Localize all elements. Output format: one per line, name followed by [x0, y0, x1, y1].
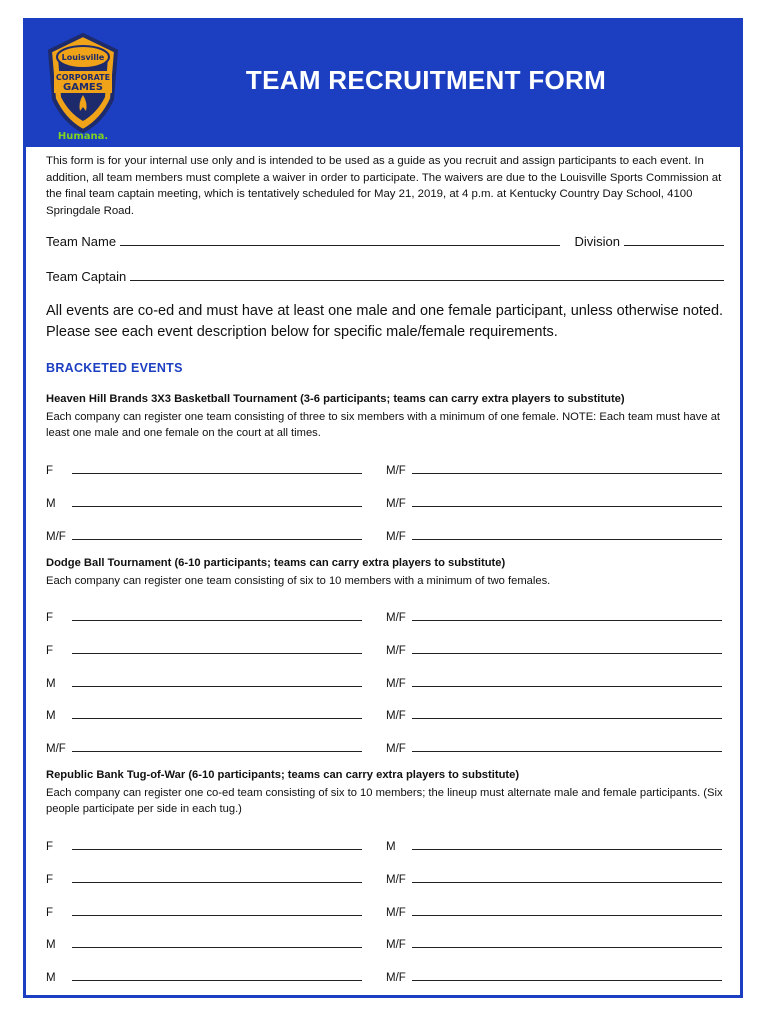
participant-name-field[interactable] [412, 652, 722, 654]
participant-name-field[interactable] [72, 848, 362, 850]
participant-slot [386, 901, 722, 919]
participant-slot [46, 492, 362, 510]
participant-name-field[interactable] [412, 717, 722, 719]
event-description: Each company can register one team consisting of three to six members with a minimum of one female. NOTE: Each team must have at least one male and one female on the court at all times. [46, 411, 721, 439]
gender-label: M [46, 497, 56, 510]
participant-slot [46, 672, 362, 690]
section-heading: BRACKETED EVENTS [46, 361, 183, 375]
participant-name-field[interactable] [72, 914, 362, 916]
gender-label: F [46, 644, 54, 657]
gender-label: M/F [386, 906, 406, 919]
gender-label: M/F [386, 743, 406, 756]
event-title: Republic Bank Tug-of-War (6-10 participants; teams can carry extra players to substitute) [46, 769, 520, 781]
division-label: Division [574, 234, 620, 249]
participant-slot [46, 704, 362, 722]
participant-name-field[interactable] [72, 472, 362, 474]
svg-text:Louisville: Louisville [61, 53, 105, 62]
intro-paragraph: This form is for your internal use only and is intended to be used as a guide as you recruit and assign participants to each event. In addition, all team members must complete a waiver in order to participate. The waivers are due to the Louisville Sports Commission at the final team captain meeting, which is tentatively scheduled for May 21, 2019, at 4 p.m. at Kentucky Country Day School, 4100 Springdale Road. [46, 155, 722, 217]
form-header [26, 21, 740, 147]
participant-slot [46, 868, 362, 886]
participant-name-field[interactable] [72, 538, 362, 540]
gender-label: F [46, 612, 54, 624]
participant-name-field[interactable] [412, 619, 722, 621]
participant-slot [46, 737, 362, 755]
gender-label: M/F [386, 677, 406, 690]
participant-name-field[interactable] [412, 881, 722, 883]
gender-label: M/F [46, 530, 66, 543]
participant-name-field[interactable] [412, 472, 722, 474]
participant-slot [386, 835, 722, 853]
gender-label: M/F [386, 612, 406, 624]
team-captain-field[interactable] [130, 279, 724, 281]
corporate-games-logo [42, 29, 124, 141]
participant-name-field[interactable] [412, 914, 722, 916]
participant-name-field[interactable] [412, 979, 722, 981]
gender-label: F [46, 465, 54, 477]
participant-slot [386, 525, 722, 543]
gender-label: F [46, 873, 54, 886]
division-field[interactable] [624, 244, 724, 246]
participant-slot [386, 639, 722, 657]
participant-slot [386, 459, 722, 477]
participant-name-field[interactable] [72, 652, 362, 654]
gender-label: M/F [386, 465, 406, 477]
svg-text:GAMES: GAMES [63, 82, 103, 93]
gender-label: M/F [386, 939, 406, 952]
participant-name-field[interactable] [72, 717, 362, 719]
coed-notice: All events are co-ed and must have at least one male and one female participant, unless otherwise noted. Please see each event description below for specific male/female requirements. [46, 303, 724, 340]
gender-label: M [46, 677, 56, 690]
gender-label: M/F [386, 972, 406, 985]
gender-label: M [386, 841, 396, 853]
team-name-field[interactable] [120, 244, 560, 246]
participant-slot [386, 672, 722, 690]
form-title: TEAM RECRUITMENT FORM [245, 65, 607, 95]
participant-slot [386, 966, 722, 984]
participant-slot [46, 606, 362, 624]
team-captain-row [46, 264, 724, 284]
form-page [23, 18, 743, 998]
event-title: Heaven Hill Brands 3X3 Basketball Tournament (3-6 participants; teams can carry extra players to substitute) [46, 393, 625, 405]
participant-name-field[interactable] [72, 750, 362, 752]
gender-label: M/F [386, 644, 406, 657]
gender-label: M/F [386, 710, 406, 723]
event-description: Each company can register one co-ed team consisting of six to 10 members; the lineup must alternate male and female participants. (Six people participate per side in each tug.) [46, 787, 723, 815]
gender-label: M/F [46, 743, 66, 756]
participant-slot [46, 525, 362, 543]
gender-label: M [46, 939, 56, 952]
event-description: Each company can register one team consisting of six to 10 members with a minimum of two females. [46, 575, 551, 587]
gender-label: M/F [386, 530, 406, 543]
participant-name-field[interactable] [72, 881, 362, 883]
participant-name-field[interactable] [412, 685, 722, 687]
participant-slot [386, 933, 722, 951]
participant-slot [386, 492, 722, 510]
participant-name-field[interactable] [72, 979, 362, 981]
gender-label: M/F [386, 873, 406, 886]
participant-slot [46, 835, 362, 853]
team-captain-label: Team Captain [46, 269, 127, 284]
participant-slot [46, 459, 362, 477]
participant-name-field[interactable] [72, 619, 362, 621]
participant-name-field[interactable] [72, 946, 362, 948]
svg-text:Humana.: Humana. [57, 131, 109, 141]
svg-text:CORPORATE: CORPORATE [55, 73, 111, 82]
participant-slot [386, 606, 722, 624]
participant-slot [386, 737, 722, 755]
event-title: Dodge Ball Tournament (6-10 participants; teams can carry extra players to substitute) [46, 557, 506, 569]
team-name-label: Team Name [46, 234, 117, 249]
gender-label: F [46, 841, 54, 853]
participant-name-field[interactable] [72, 685, 362, 687]
participant-name-field[interactable] [412, 505, 722, 507]
participant-slot [386, 868, 722, 886]
gender-label: M/F [386, 497, 406, 510]
participant-name-field[interactable] [412, 750, 722, 752]
gender-label: M [46, 972, 56, 985]
participant-name-field[interactable] [412, 848, 722, 850]
participant-slot [46, 639, 362, 657]
team-name-row [46, 229, 724, 249]
participant-slot [46, 966, 362, 984]
participant-name-field[interactable] [72, 505, 362, 507]
participant-name-field[interactable] [412, 946, 722, 948]
participant-slot [46, 933, 362, 951]
gender-label: F [46, 906, 54, 919]
participant-slot [46, 901, 362, 919]
participant-name-field[interactable] [412, 538, 722, 540]
gender-label: M [46, 710, 56, 723]
participant-slot [386, 704, 722, 722]
